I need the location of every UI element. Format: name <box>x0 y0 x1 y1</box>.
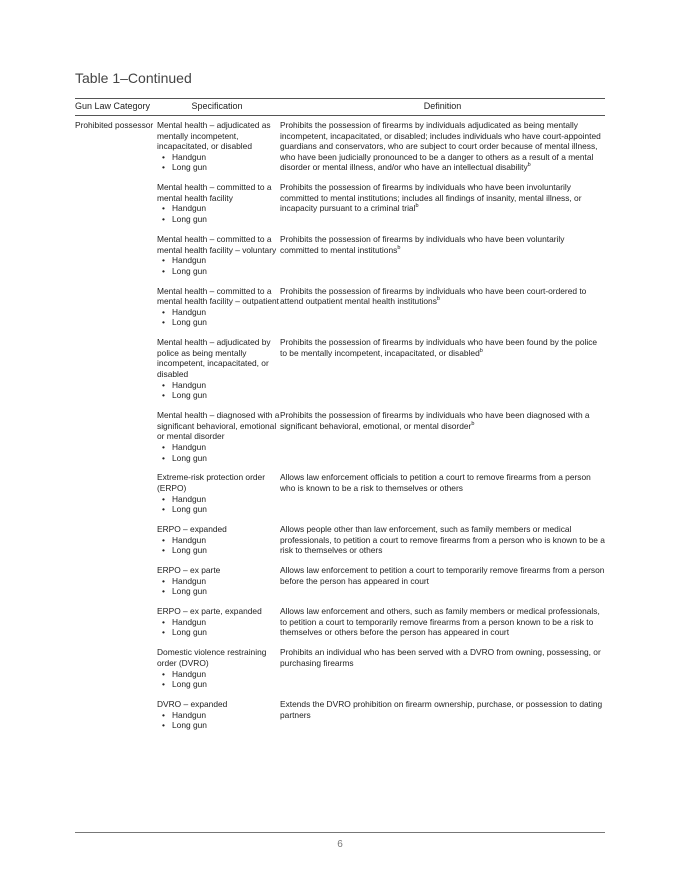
footer-rule <box>75 832 605 833</box>
category-cell <box>75 337 157 401</box>
specification-text: Mental health – committed to a mental health facility – voluntary <box>157 233 277 255</box>
specification-text: Mental health – committed to a mental health facility – outpatient <box>157 285 279 307</box>
table-row <box>75 234 605 276</box>
header-specification: Specification <box>191 101 243 111</box>
firearm-type-item <box>162 504 280 515</box>
category-cell <box>75 472 157 514</box>
specification-text: Extreme-risk protection order (ERPO) <box>157 472 265 493</box>
specification-cell <box>157 472 280 514</box>
header-definition: Definition <box>423 101 462 111</box>
footnote-marker: b <box>471 420 475 427</box>
category-cell <box>75 410 157 463</box>
definition-cell <box>280 182 605 224</box>
firearm-type-item <box>162 669 280 680</box>
footnote-marker: b <box>415 203 419 210</box>
firearm-type-label: Long gun <box>172 162 207 173</box>
definition-cell <box>280 286 605 328</box>
header-gun-law-category: Gun Law Category <box>75 101 151 111</box>
firearm-type-label: Handgun <box>172 668 206 679</box>
table-row <box>75 120 605 173</box>
specification-cell <box>157 286 280 328</box>
firearm-type-list <box>157 203 280 224</box>
specification-text: ERPO – expanded <box>157 524 227 535</box>
page <box>75 0 605 880</box>
definition-text: Prohibits the possession of firearms by individuals who have been diagnosed with a significant behavioral, emotional, or mental disorder <box>280 410 590 431</box>
firearm-type-label: Long gun <box>172 390 207 401</box>
firearm-type-label: Handgun <box>172 493 206 504</box>
specification-text: Mental health – committed to a mental health facility <box>157 182 272 203</box>
firearm-type-label: Long gun <box>172 265 207 276</box>
firearm-type-label: Handgun <box>172 203 206 214</box>
firearm-type-item <box>162 255 280 266</box>
specification-cell <box>157 699 280 731</box>
firearm-type-label: Long gun <box>172 586 207 597</box>
specification-cell <box>157 647 280 689</box>
category-cell <box>75 524 157 556</box>
specification-cell <box>157 337 280 401</box>
definition-cell <box>280 565 605 597</box>
category-cell <box>75 699 157 731</box>
specification-cell <box>157 606 280 638</box>
table-row <box>75 606 605 638</box>
definition-text: Allows people other than law enforcement, such as family members or medical professionals, to petition a court to remove firearms from a person who is known to be a risk to themselves or others <box>280 524 605 556</box>
table-row <box>75 647 605 689</box>
category-cell <box>75 286 157 328</box>
firearm-type-item <box>162 494 280 505</box>
firearm-type-label: Long gun <box>172 679 207 690</box>
table-row <box>75 565 605 597</box>
firearm-type-label: Handgun <box>172 441 206 452</box>
firearm-type-item <box>162 545 280 556</box>
specification-cell <box>157 565 280 597</box>
specification-text: ERPO – ex parte, expanded <box>157 606 262 617</box>
definition-cell <box>280 647 605 689</box>
firearm-type-list <box>157 576 280 597</box>
specification-text: ERPO – ex parte <box>157 565 221 576</box>
definition-text: Prohibits the possession of firearms by individuals who have been found by the police to be mentally incompetent, incapacitated, or disabled <box>280 337 598 358</box>
definition-text: Prohibits the possession of firearms by individuals who have been court-ordered to attend outpatient mental health institutions <box>280 285 587 307</box>
firearm-type-item <box>162 162 280 173</box>
definition-cell <box>280 120 605 173</box>
definition-text: Prohibits the possession of firearms by individuals who have been involuntarily committed to mental institutions; includes all findings of insanity, mental illness, or incapacity pursuant to a criminal trial <box>280 182 582 214</box>
specification-text: Mental health – adjudicated by police as being mentally incompetent, incapacitated, or disabled <box>157 337 271 380</box>
specification-text: Mental health – adjudicated as mentally incompetent, incapacitated, or disabled <box>157 120 271 152</box>
definition-text: Prohibits the possession of firearms by individuals who have been voluntarily committed to mental institutions <box>280 233 565 255</box>
firearm-type-list <box>157 380 280 401</box>
firearm-type-label: Long gun <box>172 545 207 556</box>
firearm-type-item <box>162 214 280 225</box>
category-cell <box>75 565 157 597</box>
firearm-type-item <box>162 203 280 214</box>
firearm-type-item <box>162 617 280 628</box>
table-row <box>75 337 605 401</box>
footnote-marker: b <box>397 244 401 251</box>
firearm-type-list <box>157 535 280 556</box>
definition-cell <box>280 410 605 463</box>
firearm-type-item <box>162 720 280 731</box>
firearm-type-label: Long gun <box>172 452 207 463</box>
firearm-type-item <box>162 576 280 587</box>
definition-text: Allows law enforcement to petition a court to temporarily remove firearms from a person before the person has appeared in court <box>280 565 605 586</box>
definition-cell <box>280 699 605 731</box>
firearm-type-item <box>162 152 280 163</box>
specification-text: DVRO – expanded <box>157 698 228 709</box>
firearm-type-label: Handgun <box>172 534 206 545</box>
category-cell <box>75 647 157 689</box>
firearm-type-item <box>162 442 280 453</box>
firearm-type-label: Long gun <box>172 627 207 638</box>
footnote-marker: b <box>436 296 440 303</box>
firearm-type-label: Handgun <box>172 379 206 390</box>
firearm-type-list <box>157 669 280 690</box>
firearm-type-label: Long gun <box>172 214 207 225</box>
firearm-type-item <box>162 679 280 690</box>
table-title: Table 1–Continued <box>75 70 192 86</box>
specification-cell <box>157 524 280 556</box>
firearm-type-label: Handgun <box>172 709 206 720</box>
definition-cell <box>280 524 605 556</box>
firearm-type-list <box>157 307 280 328</box>
page-number: 6 <box>337 839 343 850</box>
firearm-type-item <box>162 317 280 328</box>
firearm-type-label: Long gun <box>172 504 207 515</box>
category-cell <box>75 182 157 224</box>
firearm-type-list <box>157 617 280 638</box>
specification-cell <box>157 234 280 276</box>
table-row <box>75 182 605 224</box>
firearm-type-list <box>157 494 280 515</box>
firearm-type-item <box>162 627 280 638</box>
firearm-type-item <box>162 307 280 318</box>
table-row <box>75 286 605 328</box>
firearm-type-item <box>162 710 280 721</box>
firearm-type-item <box>162 390 280 401</box>
firearm-type-label: Handgun <box>172 255 206 266</box>
firearm-type-item <box>162 380 280 391</box>
firearm-type-label: Handgun <box>172 306 206 317</box>
definition-cell <box>280 606 605 638</box>
table-row <box>75 524 605 556</box>
definition-text: Extends the DVRO prohibition on firearm ownership, purchase, or possession to dating partners <box>280 698 603 720</box>
definition-text: Prohibits the possession of firearms by individuals adjudicated as being mentally incompetent, incapacitated, or disabled; includes individuals who have court-appointed guardians and conservators, who are subject to court order because of mental illness, who have been judicially pronounced to be a danger to others as a result of a mental disorder or mental illness, and/or who have an intellectual disability <box>280 120 601 173</box>
specification-text: Domestic violence restraining order (DVRO) <box>157 647 267 668</box>
table-body <box>75 120 605 740</box>
firearm-type-label: Handgun <box>172 151 206 162</box>
footnote-marker: b <box>479 347 483 354</box>
specification-text: Mental health – diagnosed with a significant behavioral, emotional or mental disorder <box>157 410 280 442</box>
firearm-type-list <box>157 442 280 463</box>
table-row <box>75 699 605 731</box>
category-cell <box>75 606 157 638</box>
footnote-marker: b <box>527 162 531 169</box>
firearm-type-list <box>157 710 280 731</box>
definition-text: Allows law enforcement and others, such as family members or medical professionals, to petition a court to temporarily remove firearms from a person known to be a risk to themselves or others before the person has appeared in court <box>280 606 600 638</box>
definition-cell <box>280 234 605 276</box>
category-cell: Prohibited possessor <box>75 120 154 130</box>
firearm-type-item <box>162 535 280 546</box>
firearm-type-label: Handgun <box>172 575 206 586</box>
specification-cell <box>157 182 280 224</box>
firearm-type-item <box>162 586 280 597</box>
firearm-type-list <box>157 255 280 276</box>
header-rule <box>75 115 605 116</box>
definition-text: Prohibits an individual who has been served with a DVRO from owning, possessing, or purchasing firearms <box>280 647 601 668</box>
definition-cell <box>280 337 605 401</box>
definition-text: Allows law enforcement officials to petition a court to remove firearms from a person who is known to be a risk to themselves or others <box>280 472 591 493</box>
firearm-type-list <box>157 152 280 173</box>
firearm-type-label: Long gun <box>172 720 207 731</box>
specification-cell <box>157 120 280 173</box>
definition-cell <box>280 472 605 514</box>
table-row <box>75 410 605 463</box>
firearm-type-label: Long gun <box>172 317 207 328</box>
table-row <box>75 472 605 514</box>
firearm-type-item <box>162 453 280 464</box>
category-cell <box>75 234 157 276</box>
firearm-type-item <box>162 266 280 277</box>
firearm-type-label: Handgun <box>172 616 206 627</box>
table-top-rule <box>75 98 605 99</box>
specification-cell <box>157 410 280 463</box>
